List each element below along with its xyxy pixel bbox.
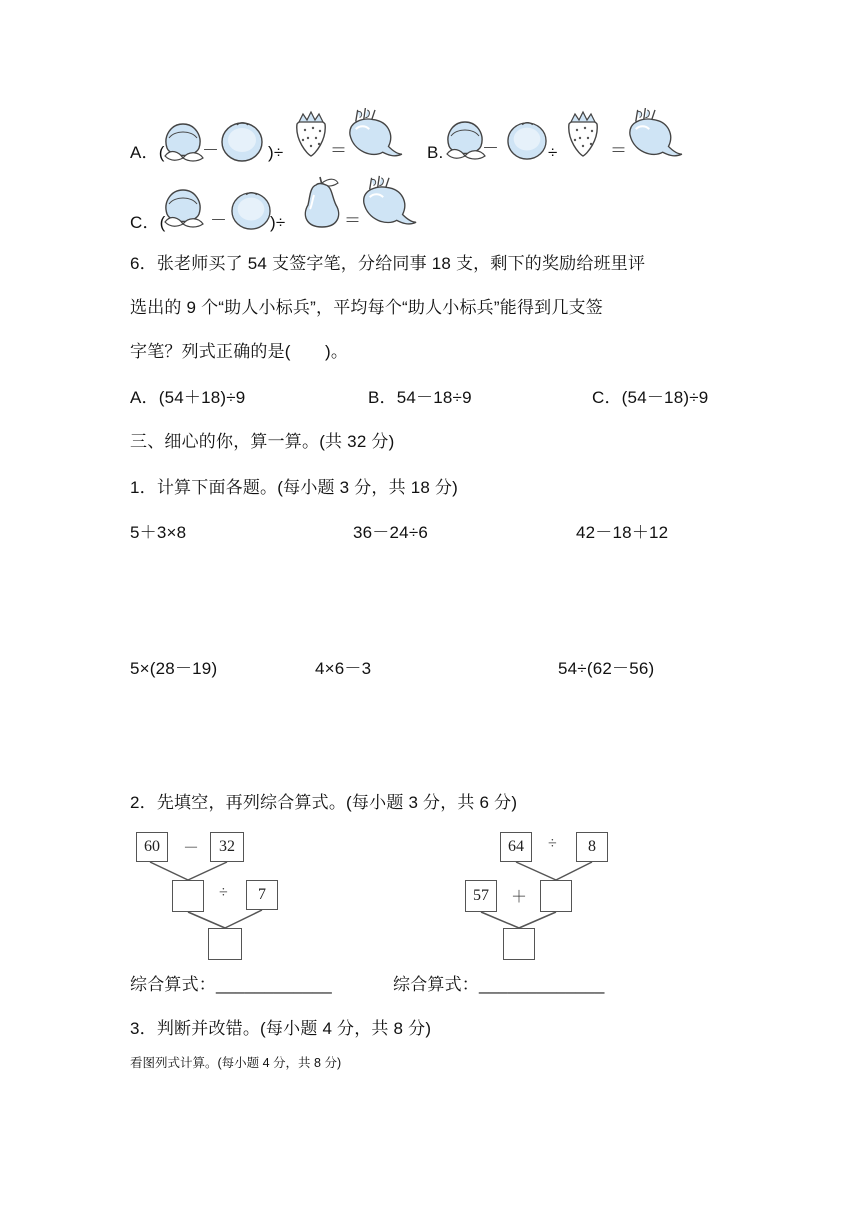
calc-problem: 4×6－3 xyxy=(315,659,372,678)
q6-line-3: 字笔？列式正确的是( )。 xyxy=(130,342,349,361)
tree2-top-right-box: 8 xyxy=(576,832,608,862)
tree2-operator-1: ÷ xyxy=(548,835,557,852)
option-b-minus: － xyxy=(482,139,500,158)
tree2-answer-box-2[interactable] xyxy=(503,928,535,960)
option-b-equals: ＝ xyxy=(610,141,628,160)
option-b-label: B. xyxy=(427,143,444,162)
q3-title: 3．判断并改错。(每小题 4 分，共 8 分) xyxy=(130,1019,432,1038)
tree1-mid-right-box: 7 xyxy=(246,880,278,910)
tree2-mid-left-box: 57 xyxy=(465,880,497,912)
q2-title: 2．先填空，再列综合算式。(每小题 3 分，共 6 分) xyxy=(130,793,518,812)
tree2-top-left-box: 64 xyxy=(500,832,532,862)
option-c-minus: － xyxy=(210,211,228,230)
tree2-answer-box-1[interactable] xyxy=(540,880,572,912)
option-c-close-div: )÷ xyxy=(270,213,286,232)
option-a-close-div: )÷ xyxy=(268,143,284,162)
option-c-equals: ＝ xyxy=(344,211,362,230)
calc-problem: 36－24÷6 xyxy=(353,523,429,542)
option-a-minus: － xyxy=(202,141,220,160)
calc-problem: 5＋3×8 xyxy=(130,523,187,542)
q6-option-c: C．(54－18)÷9 xyxy=(592,388,709,407)
q6-option-a: A．(54＋18)÷9 xyxy=(130,388,246,407)
formula-right[interactable]: 综合算式：_____________ xyxy=(393,975,605,994)
tree1-top-left-box: 60 xyxy=(136,832,168,862)
calc-problem: 5×(28－19) xyxy=(130,659,218,678)
option-a-label: A．( xyxy=(130,143,165,162)
tree2-operator-2: ＋ xyxy=(511,889,528,906)
option-a-equals: ＝ xyxy=(330,141,348,160)
calc-problem: 42－18＋12 xyxy=(576,523,669,542)
formula-left[interactable]: 综合算式：____________ xyxy=(130,975,332,994)
q4-note: 看图列式计算。(每小题 4 分，共 8 分) xyxy=(130,1056,342,1070)
q1-title: 1．计算下面各题。(每小题 3 分，共 18 分) xyxy=(130,478,459,497)
option-c-label: C．( xyxy=(130,213,166,232)
tree1-top-right-box: 32 xyxy=(210,832,244,862)
tree1-answer-box-1[interactable] xyxy=(172,880,204,912)
calc-problem: 54÷(62－56) xyxy=(558,659,655,678)
option-b-div: ÷ xyxy=(548,143,558,162)
tree1-answer-box-2[interactable] xyxy=(208,928,242,960)
section-3-title: 三、细心的你，算一算。(共 32 分) xyxy=(130,432,395,451)
tree1-operator-2: ÷ xyxy=(219,884,228,901)
q6-line-2: 选出的 9 个“助人小标兵”，平均每个“助人小标兵”能得到几支签 xyxy=(130,298,603,317)
q6-option-b: B．54－18÷9 xyxy=(368,388,472,407)
tree1-operator-1: － xyxy=(183,840,200,857)
q6-line-1: 6．张老师买了 54 支签字笔，分给同事 18 支，剩下的奖励给班里评 xyxy=(130,254,646,273)
